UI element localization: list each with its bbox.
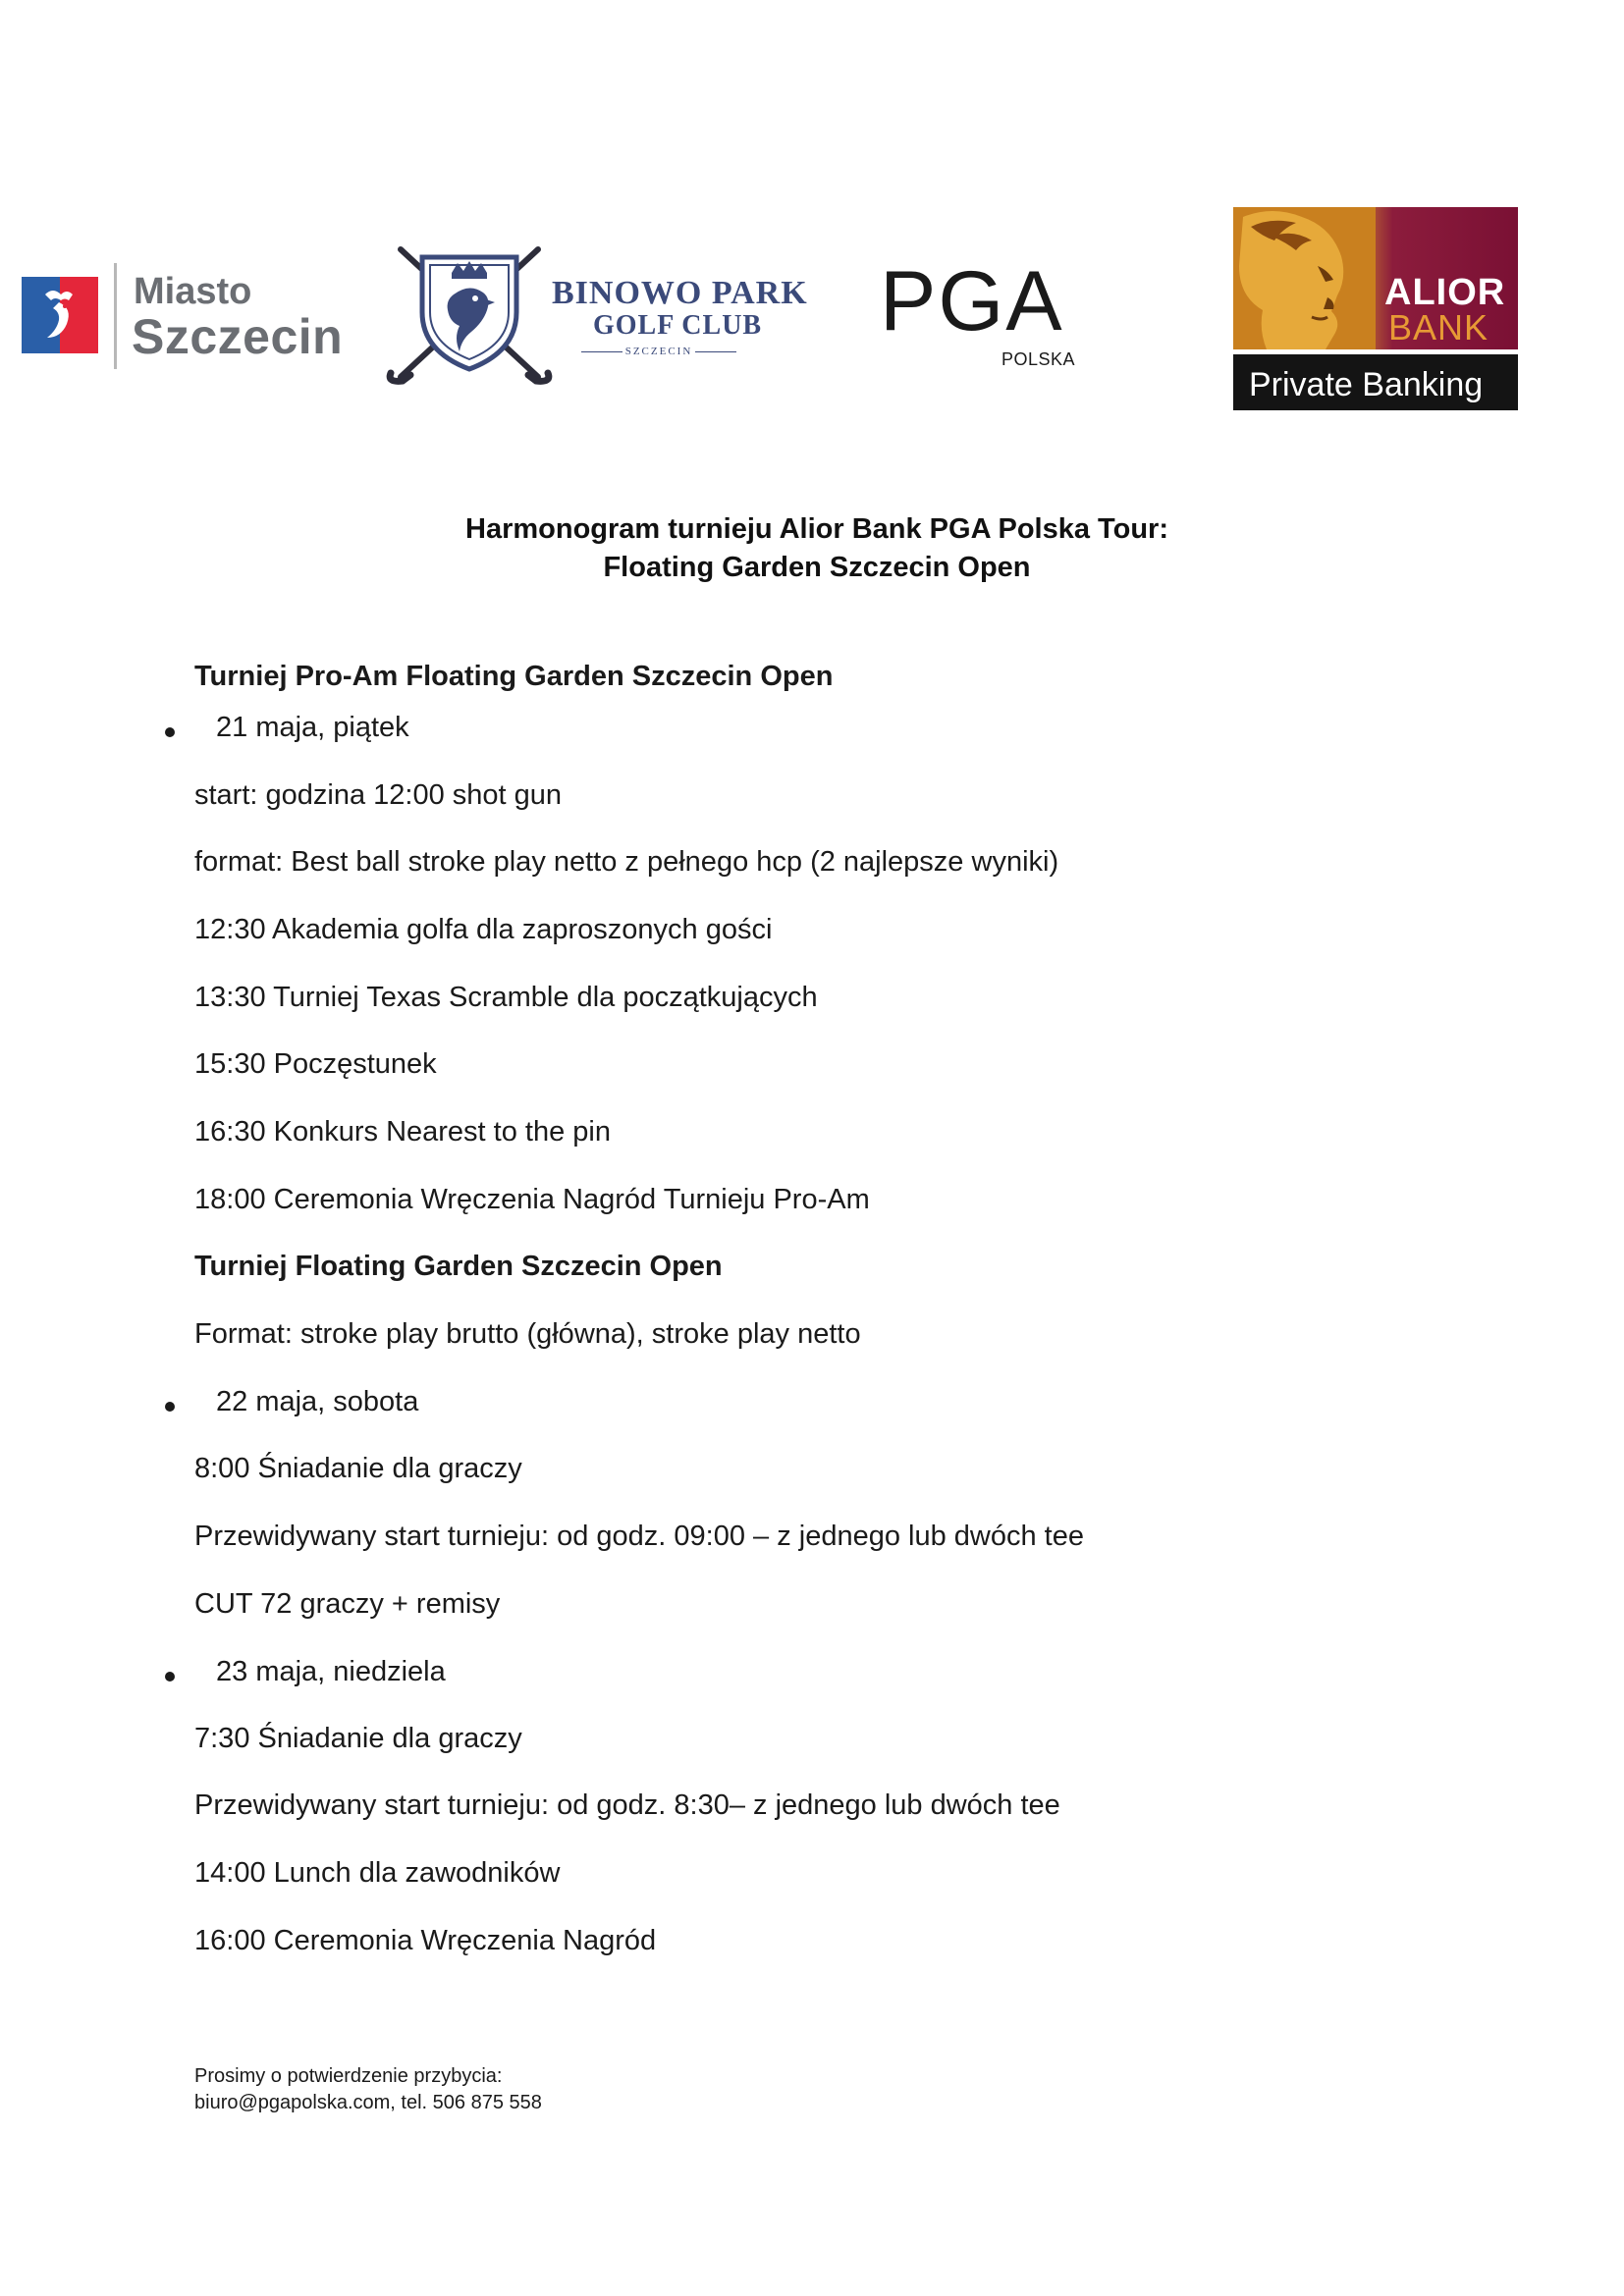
pga-polska-logo bbox=[880, 254, 1086, 377]
bullet-icon bbox=[165, 1672, 175, 1682]
day3-item: 14:00 Lunch dla zawodników bbox=[194, 1857, 561, 1889]
day2-label: 22 maja, sobota bbox=[216, 1386, 419, 1417]
binowo-logo-line1: BINOWO PARK bbox=[552, 275, 808, 311]
alior-bank-private-banking-logo bbox=[1233, 207, 1518, 410]
szczecin-logo-line1: Miasto bbox=[134, 271, 252, 312]
title-line1: Harmonogram turnieju Alior Bank PGA Polska Tour: bbox=[465, 513, 1168, 545]
day3-item: Przewidywany start turnieju: od godz. 8:30– z jednego lub dwóch tee bbox=[194, 1789, 1060, 1821]
day2-item: CUT 72 graczy + remisy bbox=[194, 1588, 501, 1620]
miasto-szczecin-logo bbox=[22, 257, 344, 375]
pga-logo-sub: POLSKA bbox=[1001, 349, 1076, 369]
document-title bbox=[0, 510, 1624, 587]
logo-divider bbox=[114, 263, 117, 369]
alior-logo-word1: ALIOR bbox=[1384, 272, 1506, 313]
szczecin-flag-icon bbox=[22, 277, 98, 353]
day3-item: 16:00 Ceremonia Wręczenia Nagród bbox=[194, 1925, 657, 1956]
proam-heading: Turniej Pro-Am Floating Garden Szczecin Open bbox=[194, 661, 834, 692]
proam-item: 15:30 Poczęstunek bbox=[194, 1048, 437, 1080]
alior-head-icon bbox=[1233, 207, 1376, 349]
bullet-icon bbox=[165, 1402, 175, 1412]
day3-item: 7:30 Śniadanie dla graczy bbox=[194, 1723, 522, 1754]
proam-item: 13:30 Turniej Texas Scramble dla początkujących bbox=[194, 982, 818, 1013]
binowo-park-golf-club-logo bbox=[381, 240, 808, 387]
proam-item: format: Best ball stroke play netto z pełnego hcp (2 najlepsze wyniki) bbox=[194, 846, 1059, 878]
alior-logo-word2: BANK bbox=[1388, 307, 1489, 347]
day3-label: 23 maja, niedziela bbox=[216, 1656, 446, 1687]
binowo-logo-line3: SZCZECIN bbox=[581, 346, 736, 357]
griffin-crest-icon bbox=[381, 240, 558, 387]
rsvp-note: Prosimy o potwierdzenie przybycia: bbox=[194, 2065, 503, 2087]
proam-item: start: godzina 12:00 shot gun bbox=[194, 779, 563, 811]
open-heading: Turniej Floating Garden Szczecin Open bbox=[194, 1251, 723, 1282]
rsvp-contact: biuro@pgapolska.com, tel. 506 875 558 bbox=[194, 2092, 542, 2113]
day1-label: 21 maja, piątek bbox=[216, 712, 409, 743]
pga-logo-main: PGA bbox=[880, 254, 1064, 348]
title-line2: Floating Garden Szczecin Open bbox=[603, 552, 1031, 583]
open-format: Format: stroke play brutto (główna), stroke play netto bbox=[194, 1318, 861, 1350]
alior-logo-tagline: Private Banking bbox=[1249, 366, 1484, 403]
bullet-icon bbox=[165, 727, 175, 737]
day2-item: Przewidywany start turnieju: od godz. 09:00 – z jednego lub dwóch tee bbox=[194, 1521, 1084, 1552]
proam-item: 18:00 Ceremonia Wręczenia Nagród Turnieju Pro-Am bbox=[194, 1184, 870, 1215]
proam-item: 12:30 Akademia golfa dla zaproszonych gości bbox=[194, 914, 773, 945]
szczecin-logo-line2: Szczecin bbox=[132, 309, 344, 364]
day2-item: 8:00 Śniadanie dla graczy bbox=[194, 1453, 522, 1484]
binowo-logo-line2: GOLF CLUB bbox=[593, 310, 763, 341]
proam-item: 16:30 Konkurs Nearest to the pin bbox=[194, 1116, 611, 1148]
